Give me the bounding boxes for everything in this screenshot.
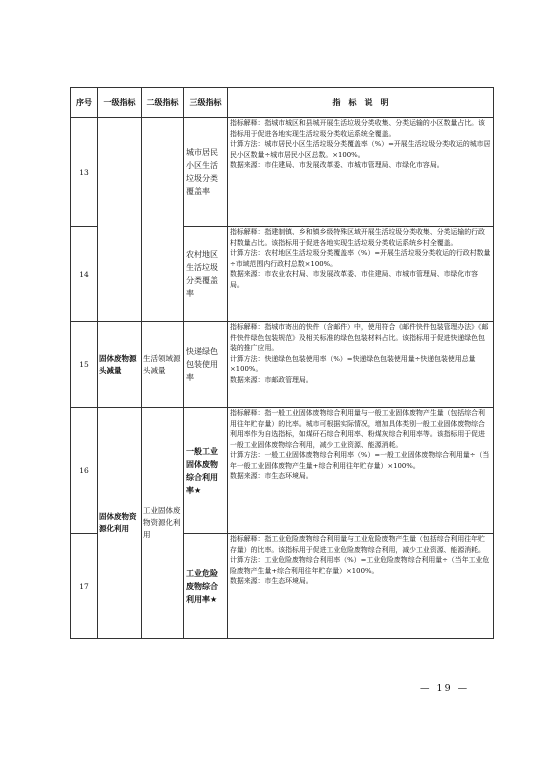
header-desc: 指 标 说 明 [228, 88, 494, 118]
indicator-table [70, 87, 494, 639]
header-no: 序号 [71, 88, 98, 118]
table-row [71, 118, 494, 227]
level1-indicator: 固体废物资源化利用 [98, 408, 142, 639]
indicator-description [228, 227, 494, 322]
header-level2: 二级指标 [142, 88, 184, 118]
level2-indicator: 生活领域源头减量 [142, 322, 184, 408]
header-level3: 三级指标 [184, 88, 228, 118]
level1-cell-empty [98, 118, 142, 322]
table-header-row [71, 88, 494, 118]
table-row [71, 322, 494, 408]
row-number: 14 [71, 227, 98, 322]
level3-indicator: 一般工业固体废物综合利用率★ [184, 408, 228, 534]
desc-source: 数据来源：市农业农村局、市发展改革委、市住建局、市城市管理局、市绿化市容局。 [230, 270, 479, 289]
row-number: 16 [71, 408, 98, 534]
desc-explain: 指标解释：指城市寄出的快件（含邮件）中，使用符合《邮件快件包装管理办法》《邮件快件绿色包装规范》及相关标准的绿色包装材料占比。该指标用于促进快递绿色包装的推广应用。 [230, 323, 489, 353]
desc-method: 计算方法：一般工业固体废物综合利用率（%）=一般工业固体废物综合利用量÷（当年一般工业固体废物产生量+综合利用往年贮存量）×100%。 [230, 451, 490, 470]
desc-explain: 指标解释：指建制镇、乡和镇乡级特殊区域开展生活垃圾分类收集、分类运输的行政村数量占比。该指标用于促进各地实现生活垃圾分类收运系统乡村全覆盖。 [230, 228, 485, 247]
level3-indicator: 城市居民小区生活垃圾分类覆盖率 [184, 118, 228, 227]
desc-method: 计算方法：农村地区生活垃圾分类覆盖率（%）=开展生活垃圾分类收运的行政村数量÷市域范围内行政村总数×100%。 [230, 249, 491, 268]
desc-explain: 指标解释：指城市城区和县城开展生活垃圾分类收集、分类运输的小区数量占比。该指标用于促进各地实现生活垃圾分类收运系统全覆盖。 [230, 119, 485, 138]
level3-indicator: 快递绿色包装使用率 [184, 322, 228, 408]
header-level1: 一级指标 [98, 88, 142, 118]
desc-method: 计算方法：工业危险废物综合利用率（%）=工业危险废物综合利用量÷（当年工业危险废物产生量+综合利用往年贮存量）×100%。 [230, 556, 490, 575]
level2-cell-empty [142, 118, 184, 322]
row-number: 15 [71, 322, 98, 408]
level1-indicator: 固体废物源头减量 [98, 322, 142, 408]
desc-source: 数据来源：市生态环境局。 [230, 472, 313, 481]
level3-indicator: 工业危险废物综合利用率★ [184, 534, 228, 639]
desc-source: 数据来源：市邮政管理局。 [230, 375, 313, 384]
desc-method: 计算方法：快递绿色包装使用率（%）=快递绿色包装使用量÷快递包装使用总量×100%。 [230, 354, 476, 374]
desc-method: 计算方法：城市居民小区生活垃圾分类覆盖率（%）=开展生活垃圾分类收运的城市居民小区数量÷城市居民小区总数。×100%。 [230, 140, 491, 159]
page-number: — 19 — [420, 683, 470, 694]
desc-explain: 指标解释：指一般工业固体废物综合利用量与一般工业固体废物产生量（包括综合利用往年贮存量）的比率。城市可根据实际情况，增加具体类别一般工业固体废物综合利用率作为自选指标，如煤矸石综合利用率、粉煤灰综合利用率等。该指标用于促进一般工业固体废物综合利用，减少工业资源、能源消耗。 [230, 409, 485, 449]
table-row [71, 408, 494, 534]
desc-source: 数据来源：市生态环境局。 [230, 577, 313, 586]
row-number: 13 [71, 118, 98, 227]
indicator-description [228, 408, 494, 534]
level3-indicator: 农村地区生活垃圾分类覆盖率 [184, 227, 228, 322]
indicator-description [228, 322, 494, 408]
level2-indicator: 工业固体废物资源化利用 [142, 408, 184, 639]
desc-explain: 指标解释：指工业危险废物综合利用量与工业危险废物产生量（包括综合利用往年贮存量）的比率。该指标用于促进工业危险废物综合利用，减少工业资源、能源消耗。 [230, 535, 485, 554]
indicator-description [228, 118, 494, 227]
desc-source: 数据来源：市住建局、市发展改革委、市城市管理局、市绿化市容局。 [230, 161, 444, 170]
row-number: 17 [71, 534, 98, 639]
indicator-description [228, 534, 494, 639]
